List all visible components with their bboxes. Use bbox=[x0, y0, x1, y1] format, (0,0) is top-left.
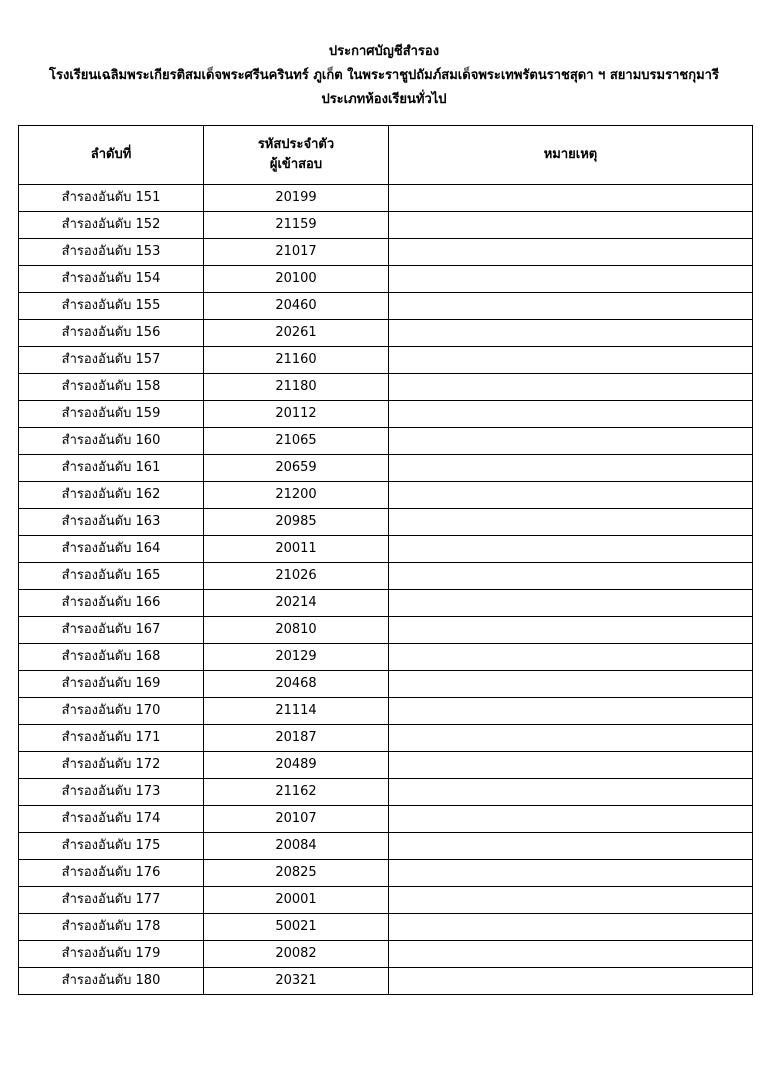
table-row bbox=[19, 887, 753, 914]
cell-remark bbox=[389, 266, 753, 293]
cell-exam-code: 21160 bbox=[204, 347, 389, 374]
table-row bbox=[19, 590, 753, 617]
table-row bbox=[19, 320, 753, 347]
cell-exam-code: 20468 bbox=[204, 671, 389, 698]
cell-order: สำรองอันดับ 164 bbox=[19, 536, 204, 563]
cell-order: สำรองอันดับ 169 bbox=[19, 671, 204, 698]
table-row bbox=[19, 428, 753, 455]
cell-remark bbox=[389, 806, 753, 833]
cell-remark bbox=[389, 914, 753, 941]
table-row bbox=[19, 185, 753, 212]
table-row bbox=[19, 401, 753, 428]
document-header bbox=[0, 40, 768, 112]
cell-exam-code: 21114 bbox=[204, 698, 389, 725]
cell-remark bbox=[389, 455, 753, 482]
cell-order: สำรองอันดับ 170 bbox=[19, 698, 204, 725]
cell-remark bbox=[389, 590, 753, 617]
cell-remark bbox=[389, 644, 753, 671]
cell-exam-code: 20129 bbox=[204, 644, 389, 671]
cell-order: สำรองอันดับ 154 bbox=[19, 266, 204, 293]
cell-order: สำรองอันดับ 165 bbox=[19, 563, 204, 590]
cell-remark bbox=[389, 725, 753, 752]
cell-exam-code: 20001 bbox=[204, 887, 389, 914]
table-row bbox=[19, 941, 753, 968]
cell-order: สำรองอันดับ 178 bbox=[19, 914, 204, 941]
table-row bbox=[19, 212, 753, 239]
table-row bbox=[19, 266, 753, 293]
cell-exam-code: 21159 bbox=[204, 212, 389, 239]
reserve-list-table bbox=[18, 125, 753, 995]
cell-exam-code: 20112 bbox=[204, 401, 389, 428]
cell-order: สำรองอันดับ 163 bbox=[19, 509, 204, 536]
table-row bbox=[19, 968, 753, 995]
cell-order: สำรองอันดับ 155 bbox=[19, 293, 204, 320]
cell-order: สำรองอันดับ 167 bbox=[19, 617, 204, 644]
cell-remark bbox=[389, 536, 753, 563]
cell-order: สำรองอันดับ 172 bbox=[19, 752, 204, 779]
table-row bbox=[19, 752, 753, 779]
cell-exam-code: 20825 bbox=[204, 860, 389, 887]
cell-remark bbox=[389, 185, 753, 212]
cell-remark bbox=[389, 347, 753, 374]
cell-remark bbox=[389, 428, 753, 455]
table-row bbox=[19, 347, 753, 374]
table-row bbox=[19, 779, 753, 806]
cell-remark bbox=[389, 698, 753, 725]
cell-remark bbox=[389, 752, 753, 779]
cell-exam-code: 20100 bbox=[204, 266, 389, 293]
cell-exam-code: 20489 bbox=[204, 752, 389, 779]
cell-order: สำรองอันดับ 151 bbox=[19, 185, 204, 212]
cell-order: สำรองอันดับ 161 bbox=[19, 455, 204, 482]
cell-order: สำรองอันดับ 175 bbox=[19, 833, 204, 860]
table-row bbox=[19, 293, 753, 320]
cell-exam-code: 20321 bbox=[204, 968, 389, 995]
column-header-exam-code bbox=[204, 126, 389, 185]
cell-order: สำรองอันดับ 152 bbox=[19, 212, 204, 239]
cell-order: สำรองอันดับ 173 bbox=[19, 779, 204, 806]
table-row bbox=[19, 482, 753, 509]
cell-remark bbox=[389, 779, 753, 806]
table-body bbox=[19, 185, 753, 995]
school-name: โรงเรียนเฉลิมพระเกียรติสมเด็จพระศรีนครินทร์ ภูเก็ต ในพระราชูปถัมภ์สมเด็จพระเทพรัตนราชสุดา ฯ สยามบรมราชกุมารี bbox=[49, 68, 719, 83]
table-row bbox=[19, 914, 753, 941]
table-row bbox=[19, 725, 753, 752]
cell-order: สำรองอันดับ 179 bbox=[19, 941, 204, 968]
classroom-type: ประเภทห้องเรียนทั่วไป bbox=[321, 92, 447, 107]
cell-order: สำรองอันดับ 157 bbox=[19, 347, 204, 374]
cell-remark bbox=[389, 617, 753, 644]
table-row bbox=[19, 239, 753, 266]
cell-order: สำรองอันดับ 180 bbox=[19, 968, 204, 995]
cell-remark bbox=[389, 833, 753, 860]
cell-exam-code: 20187 bbox=[204, 725, 389, 752]
cell-exam-code: 20011 bbox=[204, 536, 389, 563]
cell-exam-code: 20985 bbox=[204, 509, 389, 536]
table-row bbox=[19, 860, 753, 887]
cell-order: สำรองอันดับ 177 bbox=[19, 887, 204, 914]
table-row bbox=[19, 455, 753, 482]
cell-order: สำรองอันดับ 174 bbox=[19, 806, 204, 833]
table-row bbox=[19, 617, 753, 644]
cell-remark bbox=[389, 941, 753, 968]
cell-order: สำรองอันดับ 160 bbox=[19, 428, 204, 455]
cell-order: สำรองอันดับ 159 bbox=[19, 401, 204, 428]
table-row bbox=[19, 698, 753, 725]
cell-remark bbox=[389, 509, 753, 536]
cell-exam-code: 20261 bbox=[204, 320, 389, 347]
cell-exam-code: 21200 bbox=[204, 482, 389, 509]
cell-remark bbox=[389, 968, 753, 995]
cell-remark bbox=[389, 563, 753, 590]
cell-order: สำรองอันดับ 158 bbox=[19, 374, 204, 401]
cell-remark bbox=[389, 860, 753, 887]
column-header-exam-code-line1: รหัสประจำตัว bbox=[257, 137, 335, 152]
table-row bbox=[19, 806, 753, 833]
table-row bbox=[19, 509, 753, 536]
table-row bbox=[19, 374, 753, 401]
cell-remark bbox=[389, 482, 753, 509]
cell-exam-code: 20199 bbox=[204, 185, 389, 212]
cell-exam-code: 21180 bbox=[204, 374, 389, 401]
cell-exam-code: 21065 bbox=[204, 428, 389, 455]
cell-exam-code: 20082 bbox=[204, 941, 389, 968]
cell-order: สำรองอันดับ 176 bbox=[19, 860, 204, 887]
cell-order: สำรองอันดับ 162 bbox=[19, 482, 204, 509]
cell-exam-code: 20659 bbox=[204, 455, 389, 482]
cell-remark bbox=[389, 671, 753, 698]
table-header-row bbox=[19, 126, 753, 185]
cell-order: สำรองอันดับ 153 bbox=[19, 239, 204, 266]
table-row bbox=[19, 536, 753, 563]
cell-exam-code: 20107 bbox=[204, 806, 389, 833]
cell-remark bbox=[389, 239, 753, 266]
announcement-title: ประกาศบัญชีสำรอง bbox=[328, 44, 440, 59]
cell-remark bbox=[389, 320, 753, 347]
cell-remark bbox=[389, 887, 753, 914]
cell-remark bbox=[389, 401, 753, 428]
cell-remark bbox=[389, 374, 753, 401]
table-row bbox=[19, 644, 753, 671]
column-header-exam-code-line2: ผู้เข้าสอบ bbox=[269, 157, 323, 172]
cell-exam-code: 21026 bbox=[204, 563, 389, 590]
cell-exam-code: 20214 bbox=[204, 590, 389, 617]
cell-exam-code: 20084 bbox=[204, 833, 389, 860]
table-row bbox=[19, 671, 753, 698]
column-header-order: ลำดับที่ bbox=[19, 126, 204, 185]
table-row bbox=[19, 833, 753, 860]
cell-remark bbox=[389, 293, 753, 320]
cell-exam-code: 20460 bbox=[204, 293, 389, 320]
column-header-remarks: หมายเหตุ bbox=[389, 126, 753, 185]
cell-exam-code: 20810 bbox=[204, 617, 389, 644]
cell-order: สำรองอันดับ 168 bbox=[19, 644, 204, 671]
table-row bbox=[19, 563, 753, 590]
cell-order: สำรองอันดับ 166 bbox=[19, 590, 204, 617]
cell-remark bbox=[389, 212, 753, 239]
cell-order: สำรองอันดับ 171 bbox=[19, 725, 204, 752]
cell-exam-code: 50021 bbox=[204, 914, 389, 941]
cell-exam-code: 21162 bbox=[204, 779, 389, 806]
cell-exam-code: 21017 bbox=[204, 239, 389, 266]
cell-order: สำรองอันดับ 156 bbox=[19, 320, 204, 347]
